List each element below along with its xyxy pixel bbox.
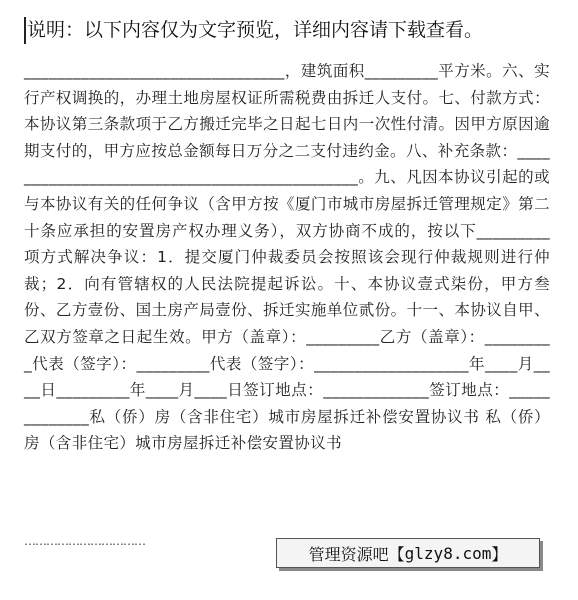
source-link-badge[interactable] <box>276 538 540 568</box>
bracket-close: 】 <box>491 544 508 564</box>
bracket-open: 【 <box>388 544 405 564</box>
document-body: ________________________________，建筑面积_________平方米。六、实行产权调换的，办理土地房屋权证所需税费由拆迁人支付。七、付款方式：本协议第三条款项于乙方搬迁完毕之日起七日内一次性付清。因甲方原因逾期支付的，甲方应按总金额每日万分之二支付违约金。八、补充条款：_____________________________________________。九、凡因本协议引起的或与本协议有关的任何争议（含甲方按《厦门市城市房屋拆迁管理规定》第二十条应承担的安置房产权办理义务），双方协商不成的，按以下_________项方式解决争议：1．提交厦门仲裁委员会按照该会现行仲裁规则进行仲裁；2．向有管辖权的人民法院提起诉讼。十、本协议壹式柒份，甲方叁份、乙方壹份、国土房产局壹份、拆迁实施单位贰份。十一、本协议自甲、乙双方签章之日起生效。甲方（盖章）：_________乙方（盖章）：_________代表（签字）：_________代表（签字）：___________________年____月____日_________年____月____日签订地点：_____________签订地点：_____________私（侨）房（含非住宅）城市房屋拆迁补偿安置协议书 私（侨）房（含非住宅）城市房屋拆迁补偿安置协议书 <box>24 62 550 453</box>
preview-notice: 说明：以下内容仅为文字预览，详细内容请下载查看。 <box>27 19 484 41</box>
text-cursor <box>24 17 26 44</box>
site-name: 管理资源吧 <box>308 544 389 564</box>
site-url[interactable]: glzy8.com <box>404 543 492 563</box>
continuation-dots: …………………………… <box>24 534 145 548</box>
